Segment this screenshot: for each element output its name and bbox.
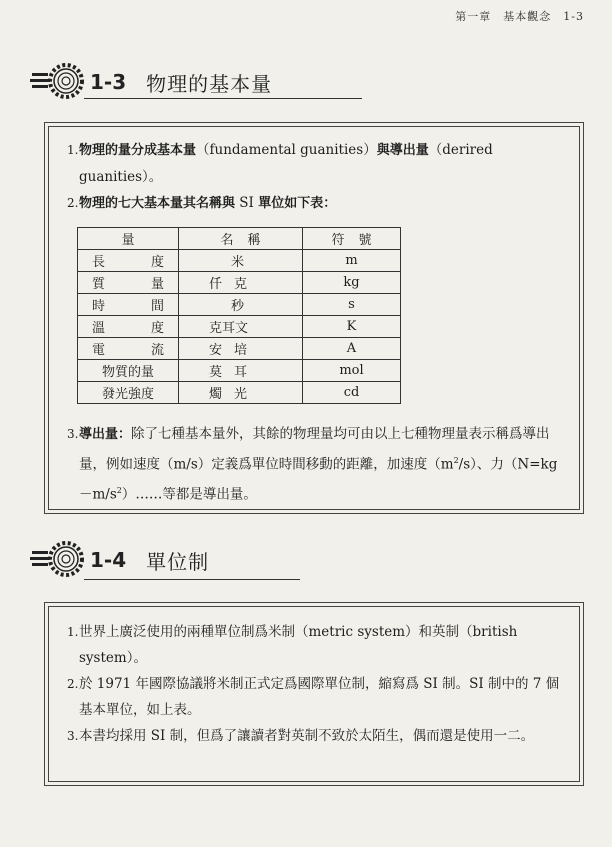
cell-symbol: mol xyxy=(303,360,401,382)
item-bold-text: 物理的量分成基本量 xyxy=(79,143,197,158)
header-symbol: 符號 xyxy=(303,228,401,250)
item-bold-text: 單位如下表： xyxy=(258,196,337,211)
item-number: 2. xyxy=(67,196,79,210)
content-box-1-4 xyxy=(44,602,584,786)
cell-name: 秒 xyxy=(179,294,303,316)
superscript: 2 xyxy=(453,456,459,465)
list-item xyxy=(67,723,569,749)
content-box-1-3 xyxy=(44,122,584,514)
table-row xyxy=(78,294,401,316)
item-text: 於 1971 年國際協議將米制正式定爲國際單位制，縮寫爲 SI 制。SI 制中的 7 個基本單位，如上表。 xyxy=(79,676,560,718)
heading-underline xyxy=(84,579,300,580)
superscript: 2 xyxy=(116,485,122,495)
item-number: 1. xyxy=(67,143,79,157)
item-text: /s）、力（N=kg－m/s xyxy=(79,456,558,502)
cell-symbol: cd xyxy=(303,382,401,404)
item-number: 1. xyxy=(67,625,79,639)
heading-underline xyxy=(84,98,362,99)
cell-symbol: A xyxy=(303,338,401,360)
gear-icon xyxy=(30,540,88,580)
list-item xyxy=(67,137,569,190)
table-row xyxy=(78,316,401,338)
section-number: 1-3 xyxy=(90,70,127,94)
section-heading-1-4 xyxy=(30,540,209,580)
cell-symbol: kg xyxy=(303,272,401,294)
cell-name: 米 xyxy=(179,250,303,272)
cell-quantity: 長度 xyxy=(78,250,179,272)
list-item xyxy=(67,671,569,723)
cell-quantity: 溫度 xyxy=(78,316,179,338)
item-text: 除了七種基本量外，其餘的物理量均可由以上七種物理量表示稱爲導出量，例如速度（m/s）定義爲單位時間移動的距離，加速度（m xyxy=(79,426,550,473)
item-number: 2. xyxy=(67,677,79,691)
item-bold-text: 與導出量 xyxy=(376,143,429,158)
cell-name: 克耳文 xyxy=(179,316,303,338)
item-text: SI xyxy=(235,195,259,211)
table-row xyxy=(78,382,401,404)
item-text: （derired guanities）。 xyxy=(79,142,493,185)
table-row xyxy=(78,360,401,382)
item-text: 本書均採用 SI 制，但爲了讓讀者對英制不致於太陌生，偶而還是使用一二。 xyxy=(79,728,535,744)
gear-icon xyxy=(30,62,88,102)
cell-quantity: 電流 xyxy=(78,338,179,360)
table-row xyxy=(78,338,401,360)
cell-symbol: s xyxy=(303,294,401,316)
cell-name: 燭光 xyxy=(179,382,303,404)
cell-name: 仟克 xyxy=(179,272,303,294)
si-units-table xyxy=(77,227,401,404)
header-name: 名稱 xyxy=(179,228,303,250)
cell-quantity: 發光強度 xyxy=(78,382,179,404)
table-header-row xyxy=(78,228,401,250)
section-number: 1-4 xyxy=(90,548,127,572)
item-number: 3. xyxy=(67,729,79,743)
cell-name: 安培 xyxy=(179,338,303,360)
list-item xyxy=(67,421,569,507)
cell-quantity: 時間 xyxy=(78,294,179,316)
cell-quantity: 物質的量 xyxy=(78,360,179,382)
section-heading-1-3 xyxy=(30,62,272,102)
item-text: 世界上廣泛使用的兩種單位制爲米制（metric system）和英制（british system）。 xyxy=(79,624,518,666)
item-bold-text: 導出量： xyxy=(79,427,132,442)
cell-symbol: m xyxy=(303,250,401,272)
cell-symbol: K xyxy=(303,316,401,338)
running-head: 第一章 基本觀念 1-3 xyxy=(455,10,584,23)
cell-name: 莫耳 xyxy=(179,360,303,382)
cell-quantity: 質量 xyxy=(78,272,179,294)
table-row xyxy=(78,250,401,272)
list-item xyxy=(67,619,569,671)
item-bold-text: 物理的七大基本量其名稱與 xyxy=(79,196,236,211)
item-text: ）……等都是導出量。 xyxy=(121,486,257,502)
item-text: （fundamental guanities） xyxy=(196,142,377,158)
list-item xyxy=(67,190,569,217)
section-title: 物理的基本量 xyxy=(146,71,273,96)
header-quantity: 量 xyxy=(78,228,179,250)
section-title: 單位制 xyxy=(146,549,210,574)
item-number: 3. xyxy=(67,427,79,441)
table-row xyxy=(78,272,401,294)
